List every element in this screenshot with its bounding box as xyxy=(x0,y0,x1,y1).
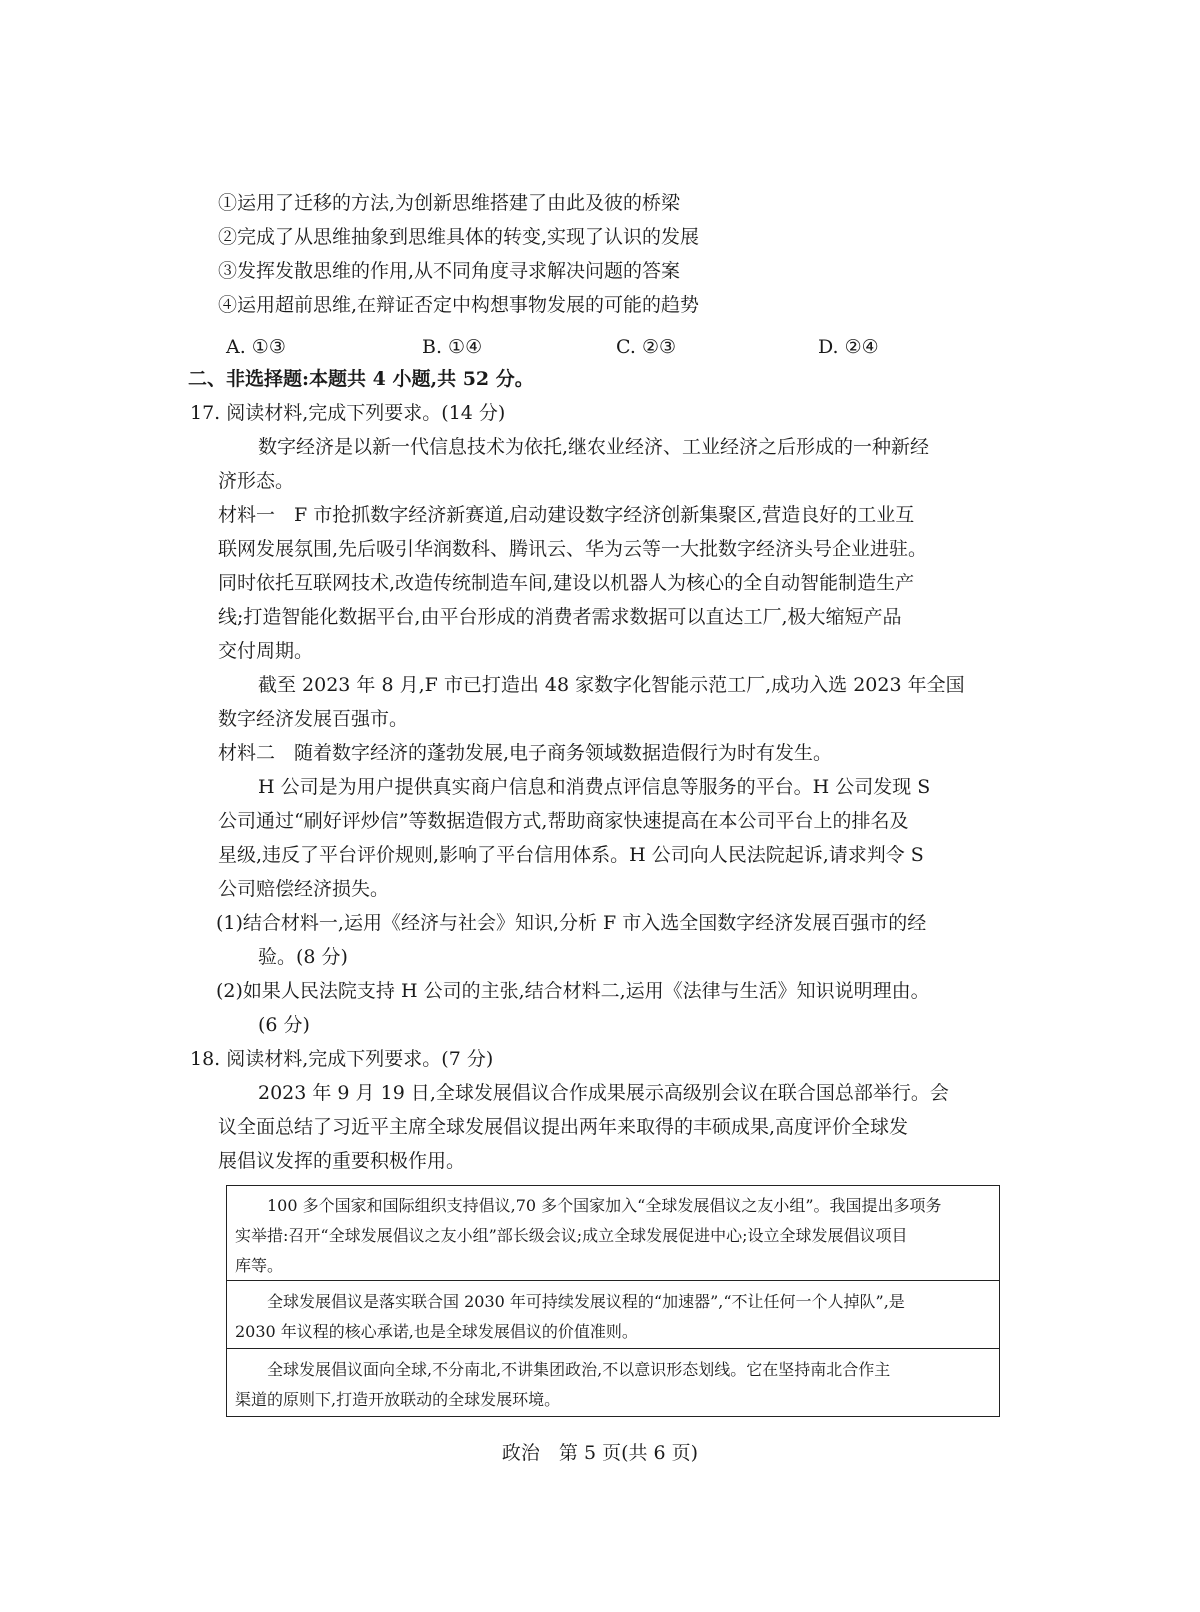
q18-intro-line: 2023 年 9 月 19 日,全球发展倡议合作成果展示高级别会议在联合国总部举行。会 xyxy=(258,1082,949,1104)
q17-material1-line: 数字经济发展百强市。 xyxy=(218,708,409,730)
q17-material1-line: 交付周期。 xyxy=(218,640,314,662)
q18-intro-line: 展倡议发挥的重要积极作用。 xyxy=(218,1150,466,1172)
q17-material1-line: 截至 2023 年 8 月,F 市已打造出 48 家数字化智能示范工厂,成功入选 2023 年全国 xyxy=(258,674,965,696)
option-d: D. ②④ xyxy=(818,336,879,358)
q17-material1-line: 同时依托互联网技术,改造传统制造车间,建设以机器人为核心的全自动智能制造生产 xyxy=(218,572,915,594)
choice-4: ④运用超前思维,在辩证否定中构想事物发展的可能的趋势 xyxy=(218,294,700,316)
q17-sub1: 验。(8 分) xyxy=(258,946,348,968)
q17-material1-line: 联网发展氛围,先后吸引华润数科、腾讯云、华为云等一大批数字经济头号企业进驻。 xyxy=(218,538,928,560)
page-footer: 政治 第 5 页(共 6 页) xyxy=(501,1442,699,1464)
option-c: C. ②③ xyxy=(616,336,677,358)
q17-intro-line: 数字经济是以新一代信息技术为依托,继农业经济、工业经济之后形成的一种新经 xyxy=(258,436,930,458)
option-b: B. ①④ xyxy=(422,336,483,358)
q17-material1-line: 线;打造智能化数据平台,由平台形成的消费者需求数据可以直达工厂,极大缩短产品 xyxy=(218,606,902,628)
q17-material1-line: 材料一 F 市抢抓数字经济新赛道,启动建设数字经济创新集聚区,营造良好的工业互 xyxy=(218,504,915,526)
q17-intro-line: 济形态。 xyxy=(218,470,295,492)
q17-sub2: (6 分) xyxy=(258,1014,310,1036)
choice-1: ①运用了迁移的方法,为创新思维搭建了由此及彼的桥梁 xyxy=(218,192,681,214)
choice-2: ②完成了从思维抽象到思维具体的转变,实现了认识的发展 xyxy=(218,226,700,248)
q17-material2-line: 材料二 随着数字经济的蓬勃发展,电子商务领域数据造假行为时有发生。 xyxy=(218,742,833,764)
row-divider xyxy=(227,1280,999,1281)
answer-options xyxy=(226,336,986,358)
choice-3: ③发挥发散思维的作用,从不同角度寻求解决问题的答案 xyxy=(218,260,681,282)
q17-material2-line: 公司赔偿经济损失。 xyxy=(218,878,390,900)
material-box xyxy=(226,1185,1000,1417)
section-heading: 二、非选择题:本题共 4 小题,共 52 分。 xyxy=(188,368,534,390)
material-box-row: 全球发展倡议面向全球,不分南北,不讲集团政治,不以意识形态划线。它在坚持南北合作主 渠道的原则下,打造开放联动的全球发展环境。 xyxy=(235,1360,891,1409)
row-divider xyxy=(227,1348,999,1349)
q17-material2-line: 星级,违反了平台评价规则,影响了平台信用体系。H 公司向人民法院起诉,请求判令 S xyxy=(218,844,924,866)
material-box-row: 全球发展倡议是落实联合国 2030 年可持续发展议程的“加速器”,“不让任何一个人掉队”,是 2030 年议程的核心承诺,也是全球发展倡议的价值准则。 xyxy=(235,1292,905,1341)
q18-intro-line: 议全面总结了习近平主席全球发展倡议提出两年来取得的丰硕成果,高度评价全球发 xyxy=(218,1116,909,1138)
q17-material2-line: 公司通过“刷好评炒信”等数据造假方式,帮助商家快速提高在本公司平台上的排名及 xyxy=(218,810,909,832)
q17-sub1: (1)结合材料一,运用《经济与社会》知识,分析 F 市入选全国数字经济发展百强市的经 xyxy=(216,912,927,934)
q17-sub2: (2)如果人民法院支持 H 公司的主张,结合材料二,运用《法律与生活》知识说明理由。 xyxy=(216,980,930,1002)
material-box-row: 100 多个国家和国际组织支持倡议,70 多个国家加入“全球发展倡议之友小组”。我国提出多项务 实举措:召开“全球发展倡议之友小组”部长级会议;成立全球发展促进中心;设立全球发展倡议项目 库等。 xyxy=(235,1196,942,1275)
q17-material2-line: H 公司是为用户提供真实商户信息和消费点评信息等服务的平台。H 公司发现 S xyxy=(258,776,931,798)
q18-title: 18. 阅读材料,完成下列要求。(7 分) xyxy=(190,1048,494,1070)
option-a: A. ①③ xyxy=(226,336,286,358)
q17-title: 17. 阅读材料,完成下列要求。(14 分) xyxy=(190,402,506,424)
